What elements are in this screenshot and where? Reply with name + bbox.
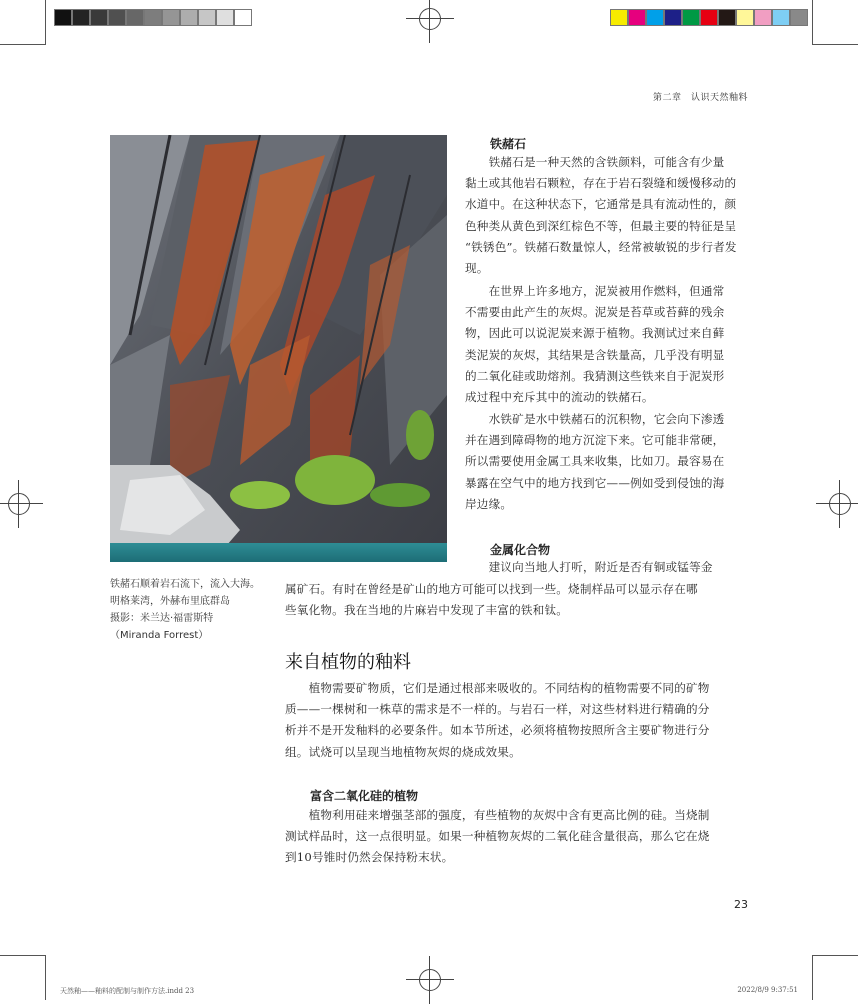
- color-swatch: [180, 9, 198, 26]
- paragraph: 建议向当地人打听，附近是否有铜或锰等金: [465, 560, 713, 574]
- text-line: 到10号锥时仍然会保持粉末状。: [285, 850, 454, 865]
- text-line: 黏土或其他岩石颗粒，存在于岩石裂缝和缓慢移动的: [465, 176, 737, 191]
- text-line: 色种类从黄色到深红棕色不等，但最主要的特征是呈: [465, 218, 737, 233]
- crop-mark: [812, 0, 813, 45]
- color-swatch: [790, 9, 808, 26]
- crop-mark: [45, 955, 46, 1000]
- text-line: 类泥炭的灰烬，其结果是含铁量高，几乎没有明显: [465, 347, 725, 362]
- text-line: 析并不是开发釉料的必要条件。如本节所述，必须将植物按照所含主要矿物进行分: [285, 723, 710, 738]
- color-swatch: [72, 9, 90, 26]
- section-heading-iron-ochre: 铁赭石: [490, 137, 527, 151]
- paragraph: [465, 281, 750, 408]
- paragraph: [285, 678, 750, 763]
- cmyk-color-bar: [610, 9, 808, 26]
- text-line: 铁赭石顺着岩石流下，流入大海。: [110, 579, 260, 590]
- running-head: 第二章 认识天然釉料: [652, 93, 748, 103]
- paragraph: [465, 152, 750, 279]
- color-swatch: [646, 9, 664, 26]
- text-line: 质——一棵树和一株草的需求是不一样的。与岩石一样，对这些材料进行精确的分: [285, 702, 710, 717]
- color-swatch: [718, 9, 736, 26]
- paragraph: [285, 579, 750, 621]
- color-swatch: [234, 9, 252, 26]
- text-line: 些氧化物。我在当地的片麻岩中发现了丰富的铁和钛。: [285, 603, 569, 618]
- color-swatch: [144, 9, 162, 26]
- color-swatch: [682, 9, 700, 26]
- registration-mark-icon: [419, 8, 441, 30]
- text-line: 现。: [465, 261, 489, 276]
- paragraph: [285, 805, 750, 869]
- text-line: 测试样品时，这一点很明显。如果一种植物灰烬的二氧化硅含量很高，那么它在烧: [285, 829, 710, 844]
- text-line: 水道中。在这种状态下，它通常是具有流动性的，颜: [465, 197, 737, 212]
- color-swatch: [126, 9, 144, 26]
- crop-mark: [813, 955, 858, 956]
- color-swatch: [54, 9, 72, 26]
- registration-mark-icon: [829, 493, 851, 515]
- text-line: 所以需要使用金属工具来收集，比如刀。最容易在: [465, 454, 725, 469]
- registration-mark-icon: [8, 493, 30, 515]
- section-heading-metal-compounds: 金属化合物: [490, 543, 551, 557]
- section-heading-silica-rich-plants: 富含二氧化硅的植物: [310, 789, 419, 803]
- color-swatch: [198, 9, 216, 26]
- text-line: 物，因此可以说泥炭来源于植物。我测试过来自藓: [465, 326, 725, 341]
- crop-mark: [45, 0, 46, 45]
- iron-ochre-rock-photo: [110, 135, 447, 562]
- color-swatch: [664, 9, 682, 26]
- timestamp-slug: 2022/8/9 9:37:51: [737, 986, 798, 994]
- text-line: 在世界上许多地方，泥炭被用作燃料，但通常: [465, 284, 725, 298]
- text-line: 成过程中充斥其中的流动的铁赭石。: [465, 390, 654, 405]
- crop-mark: [813, 44, 858, 45]
- text-line: 铁赭石是一种天然的含铁颜料，可能含有少量: [465, 155, 725, 169]
- color-swatch: [90, 9, 108, 26]
- text-line: 属矿石。有时在曾经是矿山的地方可能可以找到一些。烧制样品可以显示存在哪: [285, 582, 698, 596]
- section-title-plant-glazes: 来自植物的釉料: [285, 652, 411, 673]
- color-swatch: [108, 9, 126, 26]
- color-swatch: [736, 9, 754, 26]
- text-line: 并在遇到障碍物的地方沉淀下来。它可能非常硬，: [465, 433, 725, 448]
- color-swatch: [610, 9, 628, 26]
- color-swatch: [216, 9, 234, 26]
- text-line: 的二氧化硅或助熔剂。我猜测这些铁来自于泥炭形: [465, 368, 725, 383]
- text-line: 植物需要矿物质，它们是通过根部来吸收的。不同结构的植物需要不同的矿物: [285, 681, 710, 695]
- text-line: 不需要由此产生的灰烬。泥炭是苔草或苔藓的残余: [465, 305, 725, 320]
- text-line: 岸边缘。: [465, 496, 513, 511]
- text-line: “铁锈色”。铁赭石数量惊人，经常被敏锐的步行者发: [465, 239, 737, 254]
- paragraph: [465, 409, 750, 515]
- crop-mark: [0, 955, 45, 956]
- registration-mark-icon: [419, 969, 441, 991]
- text-line: 植物利用硅来增强茎部的强度，有些植物的灰烬中含有更高比例的硅。当烧制: [285, 808, 710, 822]
- text-line: 暴露在空气中的地方找到它——例如受到侵蚀的海: [465, 475, 725, 490]
- color-swatch: [754, 9, 772, 26]
- text-line: 组。试烧可以呈现当地植物灰烬的烧成效果。: [285, 744, 521, 759]
- crop-mark: [0, 44, 45, 45]
- text-line: 水铁矿是水中铁赭石的沉积物，它会向下渗透: [465, 412, 725, 426]
- color-swatch: [772, 9, 790, 26]
- text-line: 摄影：米兰达·福雷斯特: [110, 613, 214, 624]
- color-swatch: [628, 9, 646, 26]
- photo-caption: [110, 576, 280, 644]
- page-number: 23: [734, 898, 748, 911]
- file-slug: 天然釉——釉料的配制与制作方法.indd 23: [60, 987, 195, 995]
- text-line: 明格莱湾，外赫布里底群岛: [110, 596, 230, 607]
- color-swatch: [700, 9, 718, 26]
- color-swatch: [162, 9, 180, 26]
- text-line: （Miranda Forrest）: [110, 630, 209, 641]
- grayscale-color-bar: [54, 9, 252, 26]
- crop-mark: [812, 955, 813, 1000]
